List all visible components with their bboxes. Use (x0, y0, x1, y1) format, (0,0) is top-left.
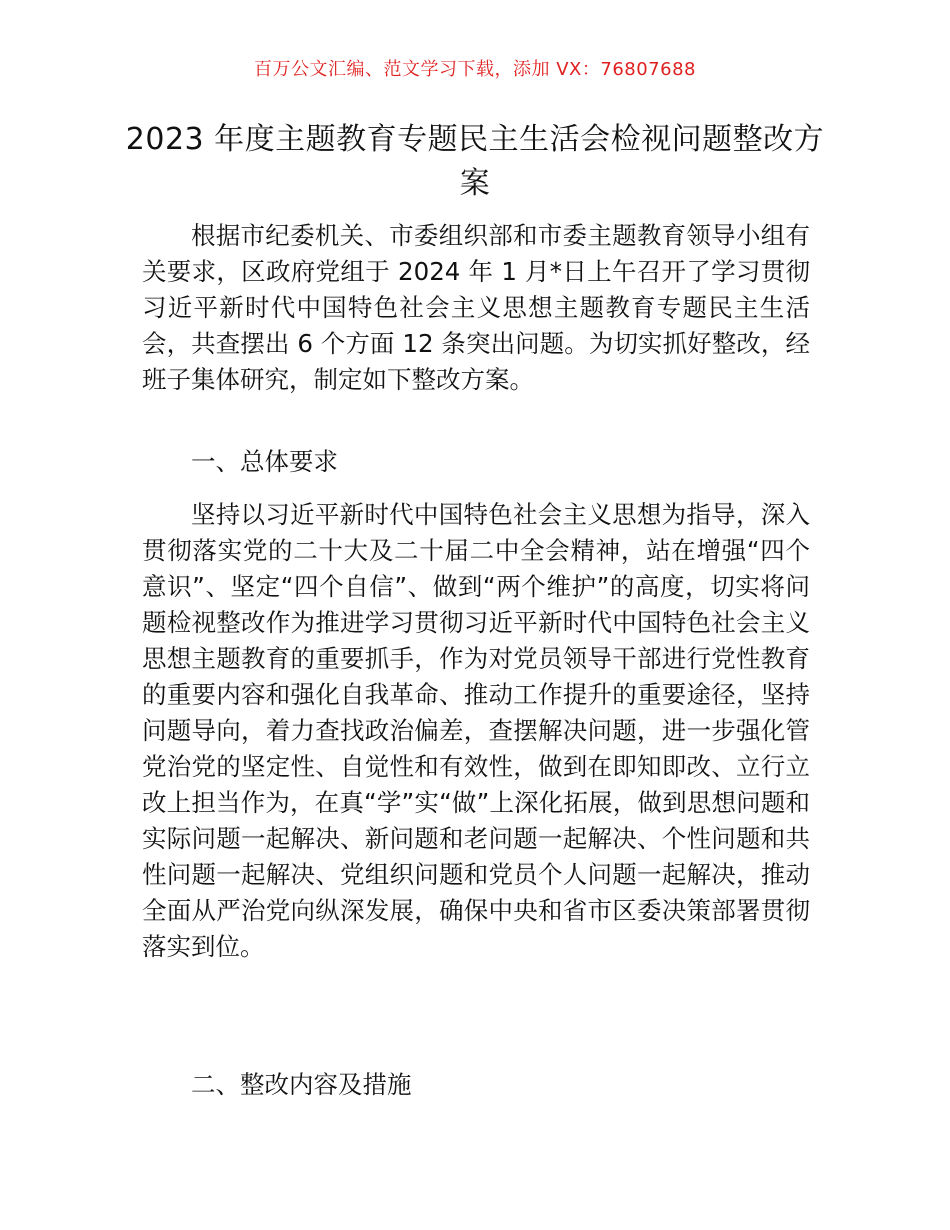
header-promo-note: 百万公文汇编、范文学习下载，添加 VX：76807688 (254, 59, 696, 80)
document-title: 2023 年度主题教育专题民主生活会检视问题整改方案 (125, 122, 825, 201)
section-heading-general-requirements: 一、总体要求 (191, 447, 338, 476)
intro-paragraph: 根据市纪委机关、市委组织部和市委主题教育领导小组有关要求，区政府党组于 2024 年 1 月*日上午召开了学习贯彻习近平新时代中国特色社会主义思想主题教育专题民主生活会，共查摆出 6 个方面 12 条突出问题。为切实抓好整改，经班子集体研究，制定如下整改方案。 (142, 221, 810, 394)
general-requirements-paragraph: 坚持以习近平新时代中国特色社会主义思想为指导，深入贯彻落实党的二十大及二十届二中全会精神，站在增强“四个意识”、坚定“四个自信”、做到“两个维护”的高度，切实将问题检视整改作为推进学习贯彻习近平新时代中国特色社会主义思想主题教育的重要抓手，作为对党员领导干部进行党性教育的重要内容和强化自我革命、推动工作提升的重要途径，坚持问题导向，着力查找政治偏差，查摆解决问题，进一步强化管党治党的坚定性、自觉性和有效性，做到在即知即改、立行立改上担当作为，在真“学”实“做”上深化拓展，做到思想问题和实际问题一起解决、新问题和老问题一起解决、个性问题和共性问题一起解决、党组织问题和党员个人问题一起解决，推动全面从严治党向纵深发展，确保中央和省市区委决策部署贯彻落实到位。 (142, 500, 810, 961)
section-heading-rectification-measures: 二、整改内容及措施 (191, 1070, 412, 1099)
